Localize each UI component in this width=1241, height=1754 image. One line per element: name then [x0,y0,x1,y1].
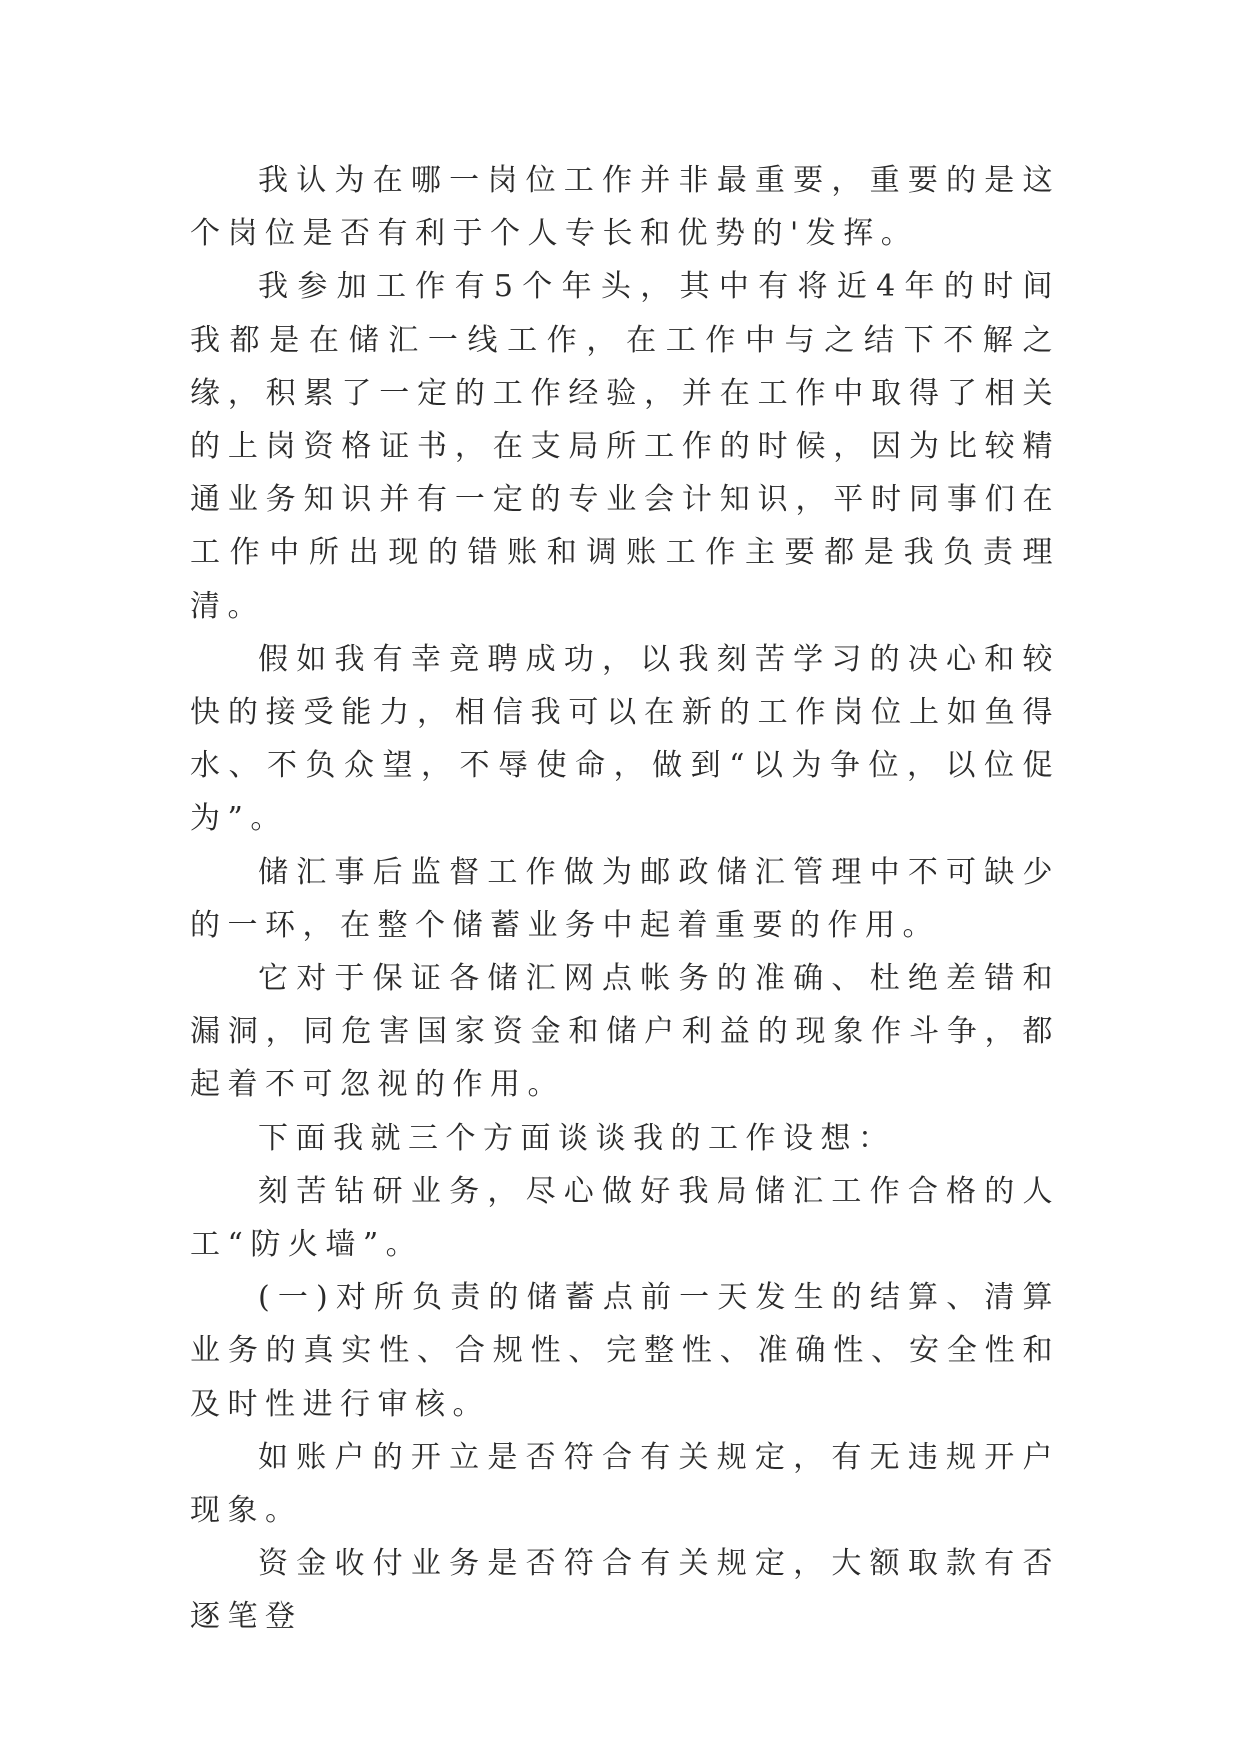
paragraph-5: 它对于保证各储汇网点帐务的准确、杜绝差错和漏洞，同危害国家资金和储户利益的现象作斗争，都起着不可忽视的作用。 [190,961,1060,1103]
document-body [190,154,1060,1644]
paragraph-6: 下面我就三个方面谈谈我的工作设想： [258,1120,896,1156]
paragraph-2: 我参加工作有5个年头，其中有将近4年的时间我都是在储汇一线工作，在工作中与之结下不解之缘，积累了一定的工作经验，并在工作中取得了相关的上岗资格证书，在支局所工作的时候，因为比较精通业务知识并有一定的专业会计知识，平时同事们在工作中所出现的错账和调账工作主要都是我负责理清。 [190,269,1060,624]
paragraph-10: 资金收付业务是否符合有关规定，大额取款有否逐笔登 [190,1546,1060,1635]
paragraph-1: 我认为在哪一岗位工作并非最重要，重要的是这个岗位是否有利于个人专长和优势的'发挥。 [190,163,1060,252]
paragraph-3: 假如我有幸竞聘成功，以我刻苦学习的决心和较快的接受能力，相信我可以在新的工作岗位上如鱼得水、不负众望，不辱使命，做到“以为争位，以位促为”。 [190,641,1060,837]
paragraph-8: (一)对所负责的储蓄点前一天发生的结算、清算业务的真实性、合规性、完整性、准确性、安全性和及时性进行审核。 [190,1280,1060,1422]
paragraph-4: 储汇事后监督工作做为邮政储汇管理中不可缺少的一环，在整个储蓄业务中起着重要的作用。 [190,854,1060,943]
paragraph-7: 刻苦钻研业务，尽心做好我局储汇工作合格的人工“防火墙”。 [190,1173,1060,1263]
paragraph-9: 如账户的开立是否符合有关规定，有无违规开户现象。 [190,1439,1060,1529]
